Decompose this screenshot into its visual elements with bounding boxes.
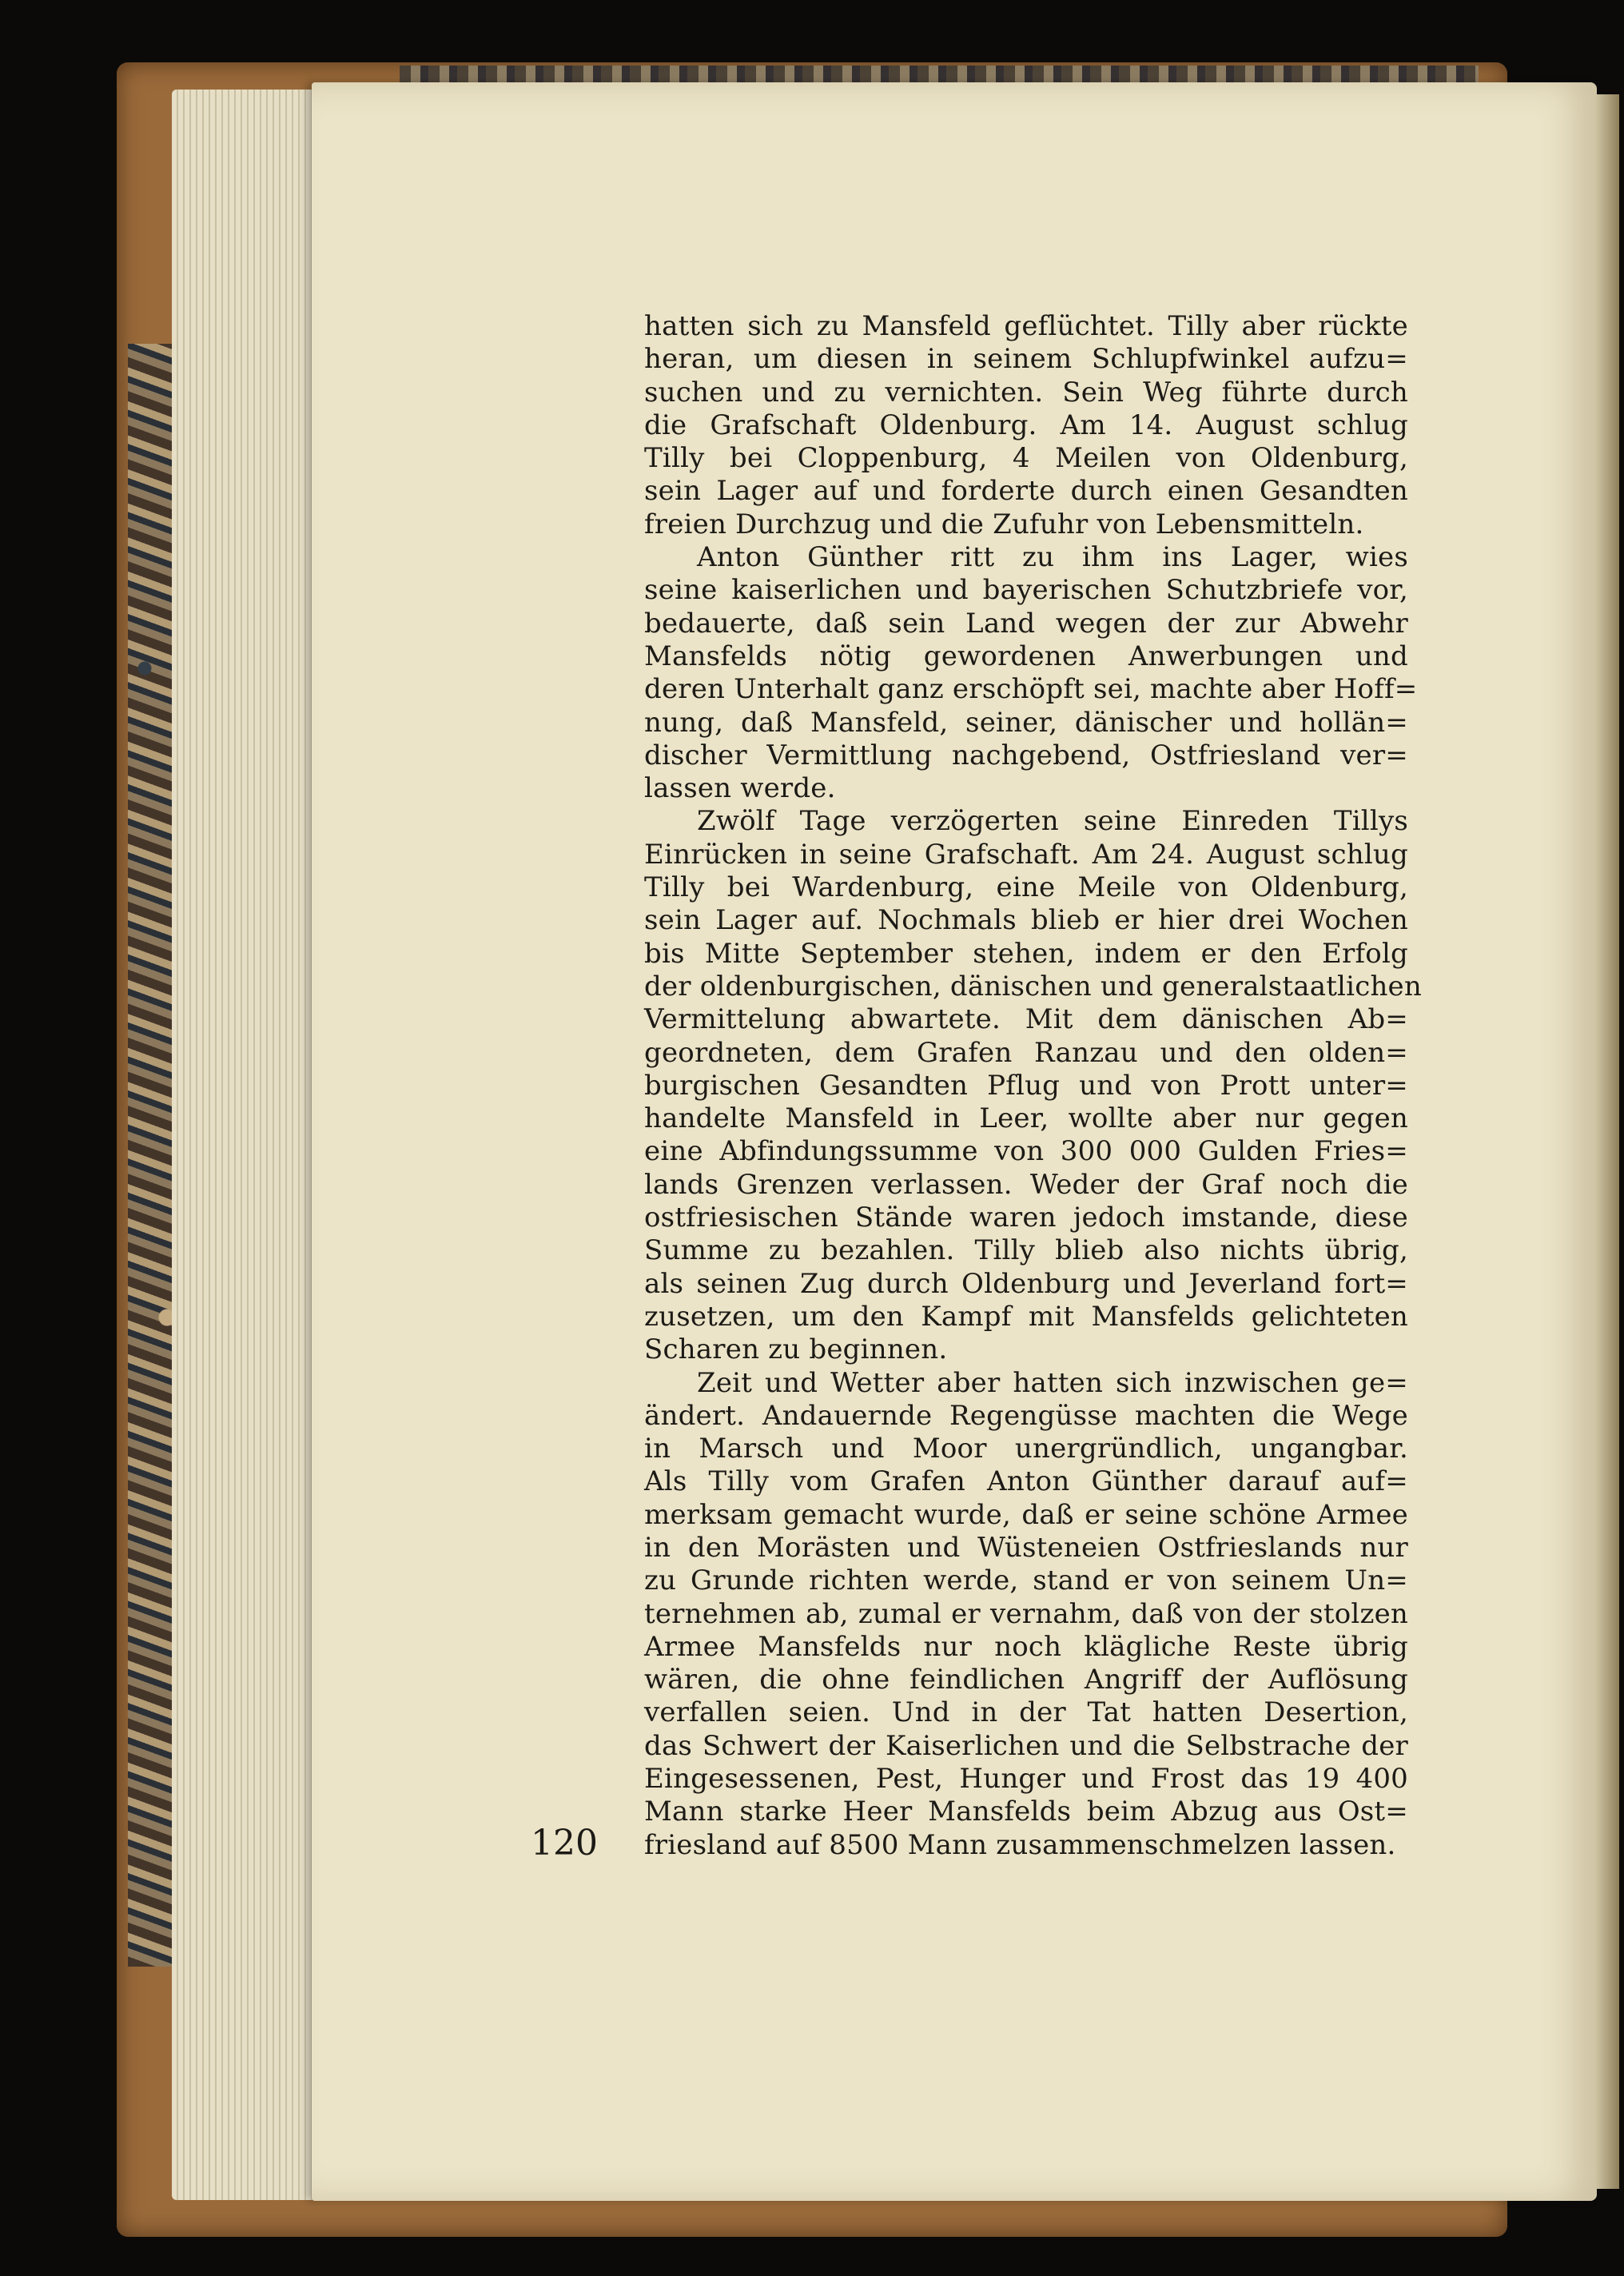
text-line: deren Unterhalt ganz erschöpft sei, machte aber Hoff= — [644, 673, 1418, 706]
text-line: eine Abfindungssumme von 300 000 Gulden Fries= — [644, 1135, 1408, 1168]
text-line: Vermittelung abwartete. Mit dem dänischen Ab= — [644, 1003, 1408, 1036]
text-line: Einrücken in seine Grafschaft. Am 24. August schlug — [644, 838, 1408, 871]
text-line: discher Vermittlung nachgebend, Ostfriesland ver= — [644, 739, 1408, 771]
text-line: ändert. Andauernde Regengüsse machten die Wege — [644, 1399, 1408, 1432]
text-line: freien Durchzug und die Zufuhr von Lebensmitteln. — [644, 508, 1364, 540]
text-line: der oldenburgischen, dänischen und generalstaatlichen — [644, 970, 1422, 1002]
text-line: bis Mitte September stehen, indem er den Erfolg — [644, 937, 1408, 970]
text-line: seine kaiserlichen und bayerischen Schutzbriefe vor, — [644, 574, 1408, 607]
text-line: suchen und zu vernichten. Sein Weg führte durch — [644, 376, 1408, 409]
paragraph — [644, 541, 1418, 805]
page-number: 120 — [531, 1823, 598, 1863]
text-line: in Marsch und Moor unergründlich, ungangbar. — [644, 1433, 1408, 1465]
paragraph — [644, 1367, 1408, 1862]
body-text — [644, 310, 1422, 1862]
text-line: Tilly bei Cloppenburg, 4 Meilen von Oldenburg, — [644, 442, 1408, 475]
text-line: Zeit und Wetter aber hatten sich inzwischen ge= — [697, 1366, 1408, 1399]
text-line: zu Grunde richten werde, stand er von seinem Un= — [644, 1565, 1408, 1597]
text-line: heran, um diesen in seinem Schlupfwinkel aufzu= — [644, 343, 1408, 376]
text-line: verfallen seien. Und in der Tat hatten Desertion, — [644, 1696, 1408, 1729]
text-line: Tilly bei Wardenburg, eine Meile von Oldenburg, — [644, 871, 1408, 904]
text-line: hatten sich zu Mansfeld geflüchtet. Tilly aber rückte — [644, 310, 1408, 342]
text-line: merksam gemacht wurde, daß er seine schöne Armee — [644, 1498, 1408, 1531]
text-line: geordneten, dem Grafen Ranzau und den olden= — [644, 1036, 1408, 1069]
text-line: nung, daß Mansfeld, seiner, dänischer und hollän= — [644, 706, 1408, 739]
text-line: Als Tilly vom Grafen Anton Günther darauf auf= — [644, 1465, 1408, 1498]
facing-page-edge — [1595, 94, 1619, 2189]
page-stack — [172, 90, 332, 2200]
text-line: Summe zu bezahlen. Tilly blieb also nichts übrig, — [644, 1234, 1408, 1267]
text-line: wären, die ohne feindlichen Angriff der Auflösung — [644, 1664, 1408, 1696]
text-line: die Grafschaft Oldenburg. Am 14. August schlug — [644, 409, 1408, 441]
text-line: bedauerte, daß sein Land wegen der zur Abwehr — [644, 607, 1408, 640]
text-line: lands Grenzen verlassen. Weder der Graf noch die — [644, 1168, 1408, 1201]
text-line: Mann starke Heer Mansfelds beim Abzug aus Ost= — [644, 1796, 1408, 1828]
text-line: burgischen Gesandten Pflug und von Prott unter= — [644, 1069, 1408, 1102]
text-line: sein Lager auf. Nochmals blieb er hier drei Wochen — [644, 904, 1408, 937]
text-line: Eingesessenen, Pest, Hunger und Frost das 19 400 — [644, 1763, 1408, 1796]
text-line: zusetzen, um den Kampf mit Mansfelds gelichteten — [644, 1300, 1408, 1333]
text-line: handelte Mansfeld in Leer, wollte aber nur gegen — [644, 1102, 1408, 1135]
text-line: in den Morästen und Wüsteneien Ostfrieslands nur — [644, 1531, 1408, 1564]
text-line: Anton Günther ritt zu ihm ins Lager, wies — [697, 541, 1408, 574]
text-line: Scharen zu beginnen. — [644, 1333, 948, 1366]
text-line: ostfriesischen Stände waren jedoch imstande, diese — [644, 1202, 1408, 1234]
text-line: lassen werde. — [644, 772, 836, 805]
text-line: sein Lager auf und forderte durch einen Gesandten — [644, 475, 1408, 508]
text-line: Zwölf Tage verzögerten seine Einreden Tillys — [697, 805, 1408, 838]
text-line: friesland auf 8500 Mann zusammenschmelzen lassen. — [644, 1828, 1396, 1861]
text-line: Armee Mansfelds nur noch klägliche Reste übrig — [644, 1630, 1408, 1663]
text-line: Mansfelds nötig gewordenen Anwerbungen und — [644, 640, 1408, 672]
text-line: das Schwert der Kaiserlichen und die Selbstrache der — [644, 1729, 1408, 1762]
text-line: ternehmen ab, zumal er vernahm, daß von der stolzen — [644, 1597, 1408, 1630]
paragraph — [644, 805, 1422, 1366]
paragraph — [644, 310, 1408, 541]
text-line: als seinen Zug durch Oldenburg und Jeverland fort= — [644, 1267, 1408, 1300]
